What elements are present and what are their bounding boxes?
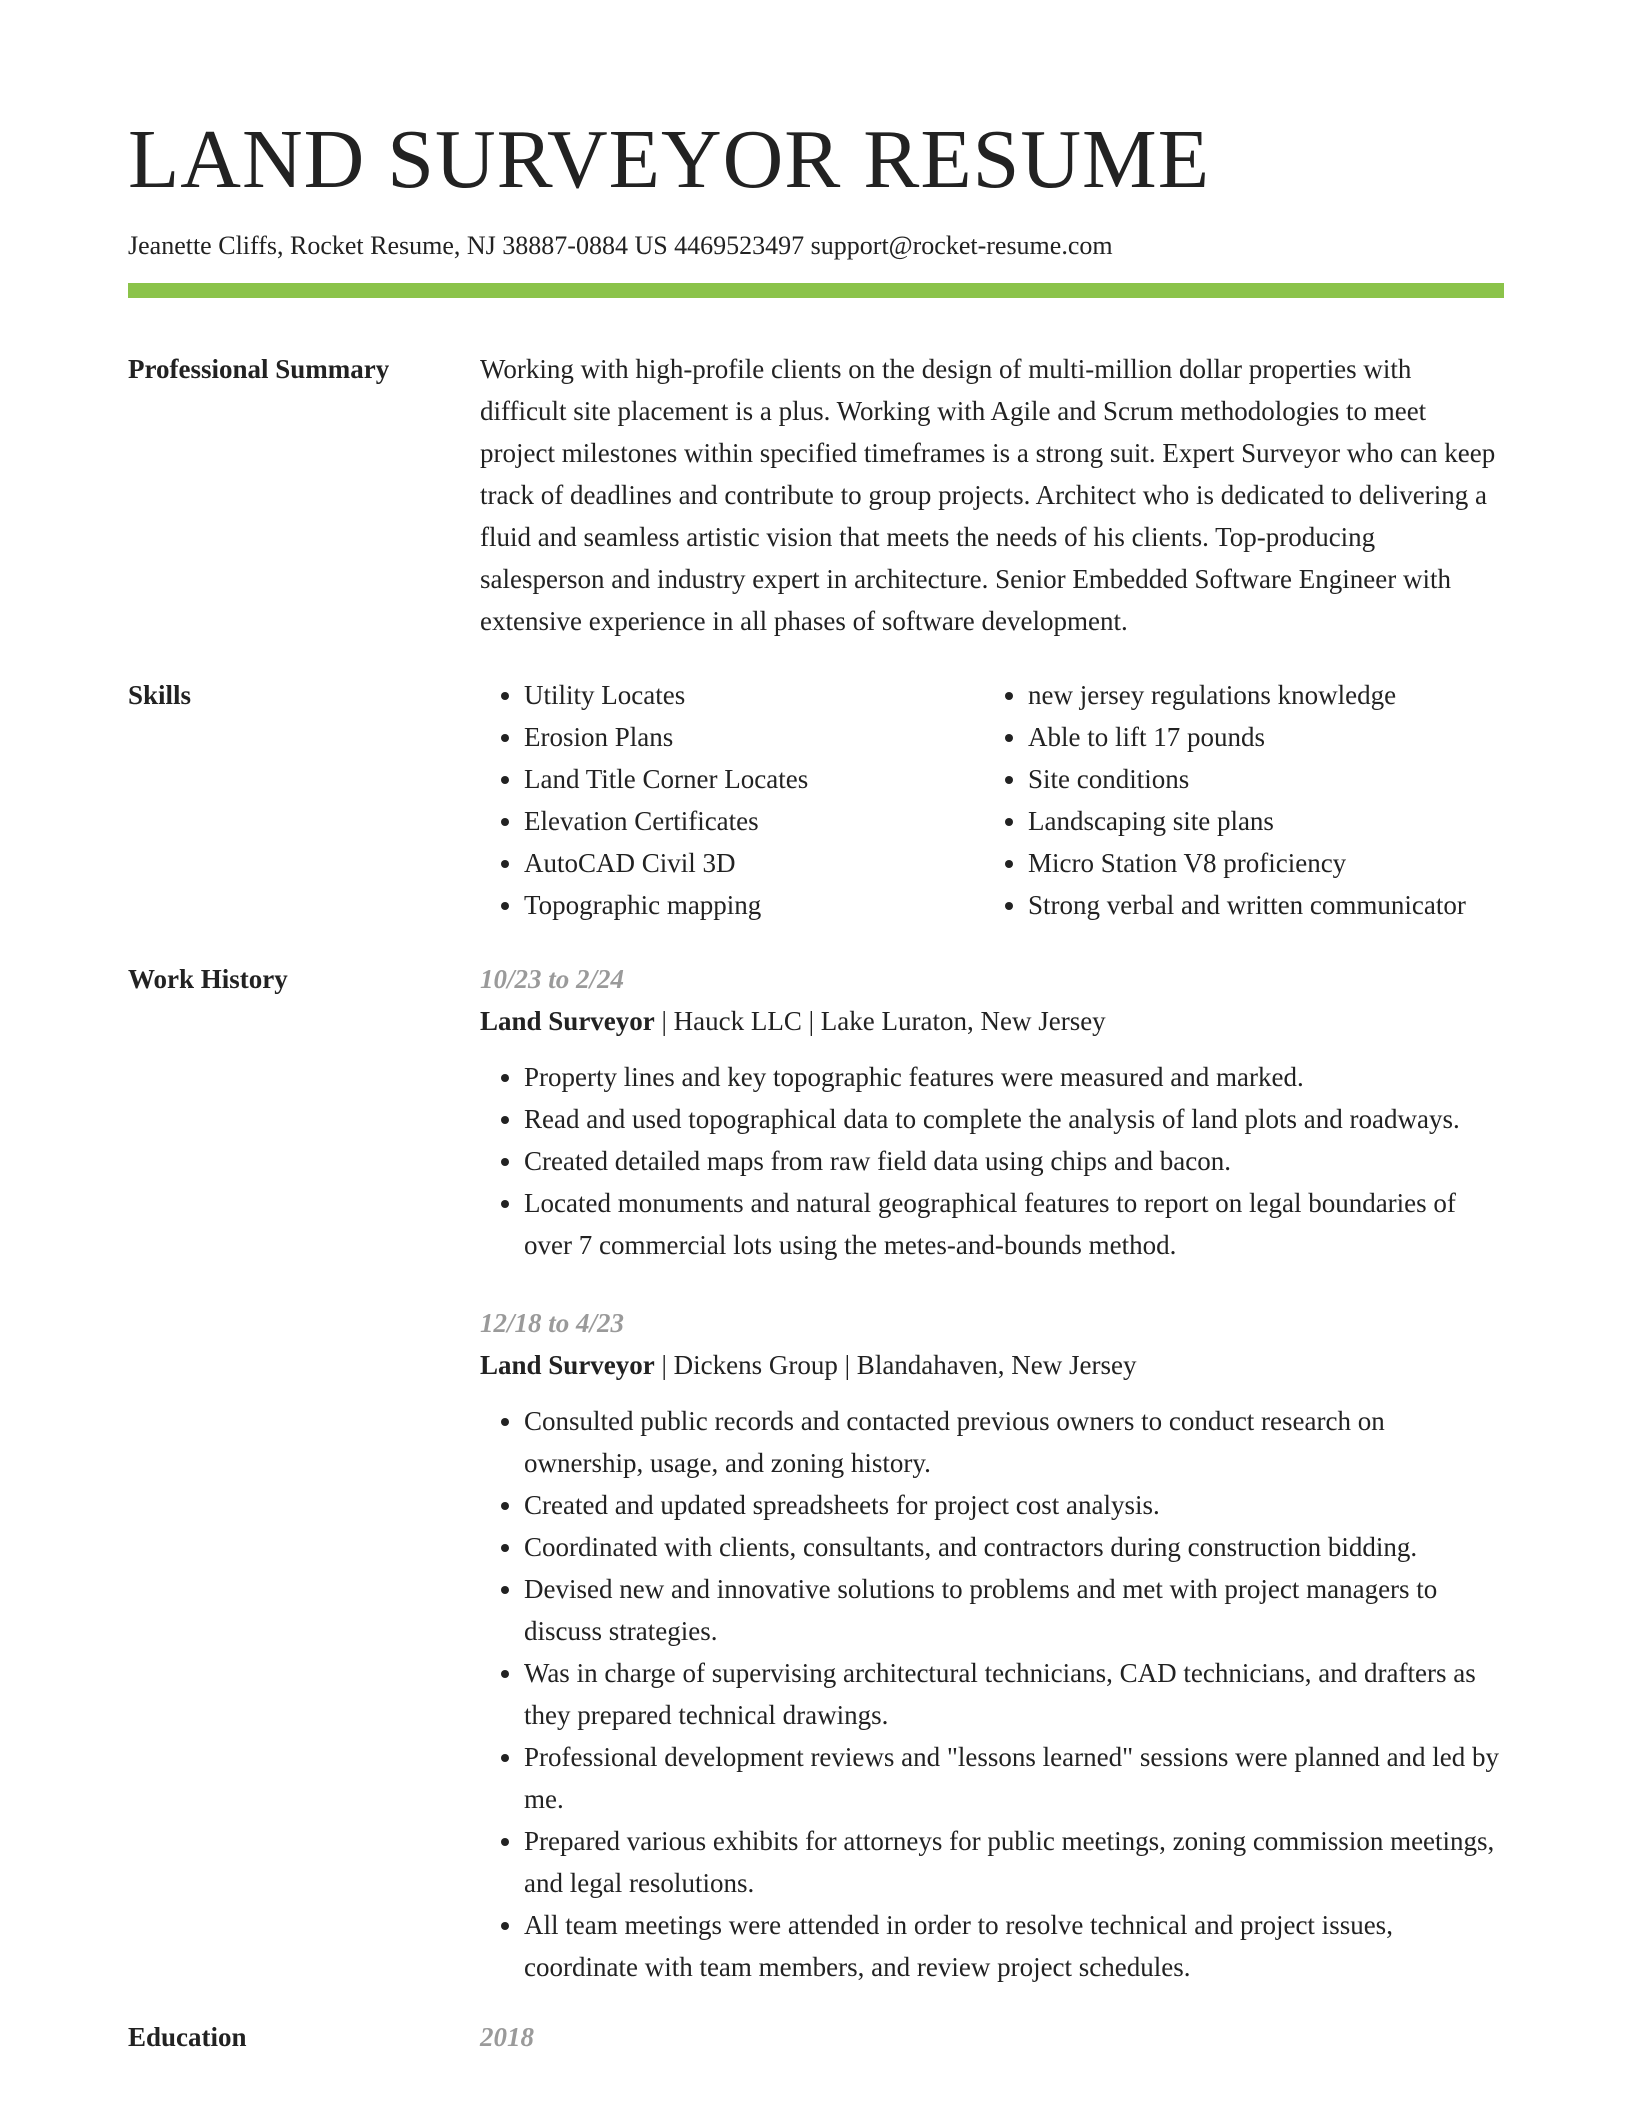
job-date: 10/23 to 2/24 xyxy=(480,964,625,995)
skill-item: • Utility Locates xyxy=(524,674,984,716)
skill-item: • new jersey regulations knowledge xyxy=(1028,674,1488,716)
resume-title: LAND SURVEYOR RESUME xyxy=(128,113,1211,206)
job-bullet: • Coordinated with clients, consultants, and contractors during construction bidding. xyxy=(524,1526,1504,1568)
job-title-line xyxy=(480,1000,1504,1042)
job-bullet-list xyxy=(480,1400,1504,1988)
skills-section xyxy=(128,674,1504,926)
job-title-line xyxy=(480,1344,1504,1386)
accent-divider xyxy=(128,283,1504,298)
job-bullet: • Was in charge of supervising architectural technicians, CAD technicians, and drafters as they prepared technical drawings. xyxy=(524,1652,1504,1736)
job-date: 12/18 to 4/23 xyxy=(480,1308,625,1339)
skills-column-right xyxy=(984,674,1488,926)
job-details: | Dickens Group | Blandahaven, New Jersey xyxy=(654,1350,1137,1381)
skill-item: • Site conditions xyxy=(1028,758,1488,800)
skill-item: • Able to lift 17 pounds xyxy=(1028,716,1488,758)
skill-item: • AutoCAD Civil 3D xyxy=(524,842,984,884)
skill-item: • Micro Station V8 proficiency xyxy=(1028,842,1488,884)
job-bullet-list xyxy=(480,1056,1504,1266)
skills-list-left xyxy=(480,674,984,926)
skill-item: • Land Title Corner Locates xyxy=(524,758,984,800)
work-history-section xyxy=(128,958,1504,1988)
resume-page xyxy=(128,113,1504,2058)
section-label-education: Education xyxy=(128,2022,247,2053)
skills-columns xyxy=(480,674,1504,926)
skill-item: • Topographic mapping xyxy=(524,884,984,926)
job-bullet: • Consulted public records and contacted previous owners to conduct research on ownership, usage, and zoning history. xyxy=(524,1400,1504,1484)
job-bullet: • Located monuments and natural geographical features to report on legal boundaries of over 7 commercial lots using the metes-and-bounds method. xyxy=(524,1182,1504,1266)
job-bullet: • Devised new and innovative solutions to problems and met with project managers to discuss strategies. xyxy=(524,1568,1504,1652)
education-section xyxy=(128,2016,1504,2058)
job-bullet: • Professional development reviews and "lessons learned" sessions were planned and led by me. xyxy=(524,1736,1504,1820)
skill-item: • Landscaping site plans xyxy=(1028,800,1488,842)
skills-column-left xyxy=(480,674,984,926)
skill-item: • Elevation Certificates xyxy=(524,800,984,842)
section-label-work: Work History xyxy=(128,964,288,995)
job-entry xyxy=(480,958,1504,1266)
job-bullet: • Read and used topographical data to complete the analysis of land plots and roadways. xyxy=(524,1098,1504,1140)
job-title: Land Surveyor xyxy=(480,1006,655,1037)
skill-item: • Strong verbal and written communicator xyxy=(1028,884,1488,926)
job-bullet: • All team meetings were attended in order to resolve technical and project issues, coordinate with team members, and review project schedules. xyxy=(524,1904,1504,1988)
contact-line: Jeanette Cliffs, Rocket Resume, NJ 38887-0884 US 4469523497 support@rocket-resume.com xyxy=(128,231,1113,260)
job-bullet: • Created detailed maps from raw field data using chips and bacon. xyxy=(524,1140,1504,1182)
work-history-body xyxy=(480,958,1504,1988)
job-entry xyxy=(480,1302,1504,1988)
skills-list-right xyxy=(984,674,1488,926)
job-bullet: • Prepared various exhibits for attorneys for public meetings, zoning commission meetings, and legal resolutions. xyxy=(524,1820,1504,1904)
professional-summary-section xyxy=(128,348,1504,642)
job-bullet: • Property lines and key topographic features were measured and marked. xyxy=(524,1056,1504,1098)
summary-text: Working with high-profile clients on the design of multi-million dollar properties with difficult site placement is a plus. Working with Agile and Scrum methodologies to meet project milestones within specified timeframes is a strong suit. Expert Surveyor who can keep track of deadlines and contribute to group projects. Architect who is dedicated to delivering a fluid and seamless artistic vision that meets the needs of his clients. Top-producing salesperson and industry expert in architecture. Senior Embedded Software Engineer with extensive experience in all phases of software development. xyxy=(480,354,1496,637)
skill-item: • Erosion Plans xyxy=(524,716,984,758)
section-label-summary: Professional Summary xyxy=(128,354,390,385)
education-body xyxy=(480,2016,1504,2058)
section-label-skills: Skills xyxy=(128,680,192,711)
education-date: 2018 xyxy=(480,2022,534,2053)
job-bullet: • Created and updated spreadsheets for project cost analysis. xyxy=(524,1484,1504,1526)
job-title: Land Surveyor xyxy=(480,1350,655,1381)
job-details: | Hauck LLC | Lake Luraton, New Jersey xyxy=(654,1006,1106,1037)
